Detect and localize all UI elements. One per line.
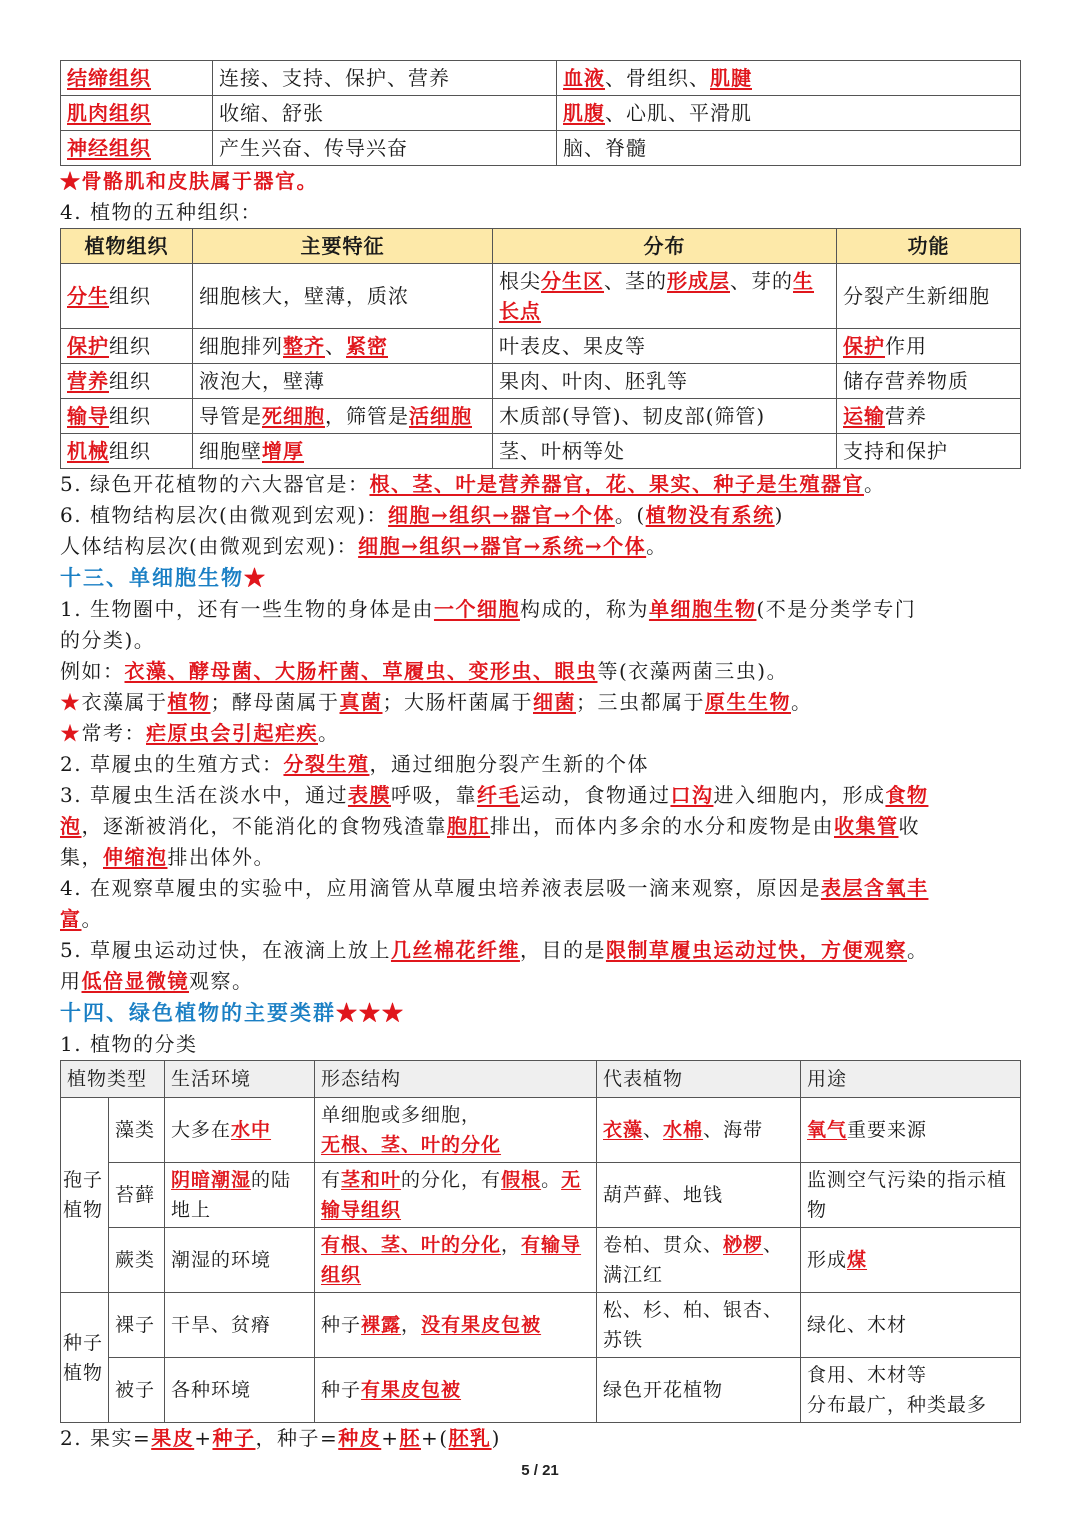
paragraph: 3. 草履虫生活在淡水中，通过表膜呼吸，靠纤毛运动，食物通过口沟进入细胞内，形成食物 泡，逐渐被消化，不能消化的食物残渣靠胞肛排出，而体内多余的水分和废物是由收集管收 集，伸缩泡排出体外。 [60,783,929,869]
plant-env: 干旱、贫瘠 [165,1293,315,1358]
star-icon: ★ [244,565,267,590]
column-header: 植物组织 [61,229,193,264]
column-header: 分布 [493,229,837,264]
tissue-name: 神经组织 [61,131,213,166]
examples-line: 例如：衣藻、酵母菌、大肠杆菌、草履虫、变形虫、眼虫等(衣藻两菌三虫)。 [60,659,789,683]
plant-env: 大多在水中 [165,1098,315,1163]
column-header: 生活环境 [165,1061,315,1098]
animal-tissue-table [60,60,1021,166]
tissue-name: 分生组织 [61,264,193,329]
tissue-name: 保护组织 [61,329,193,364]
paragraph: 4. 在观察草履虫的实验中，应用滴管从草履虫培养液表层吸一滴来观察，原因是表层含氧丰 富。 [60,876,929,931]
tissue-name: 输导组织 [61,399,193,434]
tissue-function: 储存营养物质 [837,364,1021,399]
table-row [61,399,1021,434]
plant-type: 苔藓 [109,1163,165,1228]
tissue-feature: 导管是死细胞，筛管是活细胞 [193,399,493,434]
plant-use: 监测空气污染的指示植物 [801,1163,1021,1228]
plant-rep: 葫芦藓、地钱 [597,1163,801,1228]
tissue-name: 营养组织 [61,364,193,399]
common-exam-line: ★常考：疟原虫会引起疟疾。 [60,721,340,745]
plant-form: 种子有果皮包被 [315,1358,597,1423]
tissue-function: 连接、支持、保护、营养 [213,61,557,96]
table-row [61,1163,1021,1228]
table-row [61,131,1021,166]
fruit-line: 2. 果实=果皮+种子，种子=种皮+胚+(胚乳) [60,1426,501,1450]
plant-form: 有茎和叶的分化，有假根。无输导组织 [315,1163,597,1228]
plant-levels-line: 6. 植物结构层次(由微观到宏观)：细胞→组织→器官→个体。(植物没有系统) [60,503,784,527]
table-row [61,96,1021,131]
paragraph: 2. 草履虫的生殖方式：分裂生殖，通过细胞分裂产生新的个体 [60,752,649,776]
tissue-feature: 液泡大，壁薄 [193,364,493,399]
tissue-examples: 血液、骨组织、肌腱 [557,61,1021,96]
plant-type: 被子 [109,1358,165,1423]
human-levels-line: 人体结构层次(由微观到宏观)：细胞→组织→器官→系统→个体。 [60,534,668,558]
plant-type: 藻类 [109,1098,165,1163]
star-icon: ★★★ [336,1000,405,1025]
classification-line: ★衣藻属于植物；酵母菌属于真菌；大肠杆菌属于细菌；三虫都属于原生生物。 [60,690,813,714]
tissue-function: 保护作用 [837,329,1021,364]
table-row [61,1098,1021,1163]
plant-form: 单细胞或多细胞， 无根、茎、叶的分化 [315,1098,597,1163]
table-header-row [61,1061,1021,1098]
tissue-distribution: 果肉、叶肉、胚乳等 [493,364,837,399]
tissue-feature: 细胞排列整齐、紧密 [193,329,493,364]
table-row [61,434,1021,469]
plant-classification-table [60,1060,1021,1423]
group-label: 种子植物 [61,1293,109,1423]
section-heading-14: 十四、绿色植物的主要类群★★★ [60,1000,405,1025]
column-header: 用途 [801,1061,1021,1098]
plant-use: 食用、木材等 分布最广，种类最多 [801,1358,1021,1423]
tissue-distribution: 茎、叶柄等处 [493,434,837,469]
tissue-name: 结缔组织 [61,61,213,96]
paragraph: 1. 生物圈中，还有一些生物的身体是由一个细胞构成的，称为单细胞生物(不是分类学专门 的分类)。 [60,597,917,652]
tissue-examples: 肌腹、心肌、平滑肌 [557,96,1021,131]
tissue-name: 机械组织 [61,434,193,469]
plant-rep: 绿色开花植物 [597,1358,801,1423]
column-header: 代表植物 [597,1061,801,1098]
page-number: 5 / 21 [521,1462,559,1479]
plant-type: 蕨类 [109,1228,165,1293]
plant-rep: 卷柏、贯众、桫椤、满江红 [597,1228,801,1293]
plant-tissue-table [60,228,1021,469]
group-label: 孢子植物 [61,1098,109,1293]
section-heading-13: 十三、单细胞生物★ [60,565,267,590]
column-header: 形态结构 [315,1061,597,1098]
tissue-function: 产生兴奋、传导兴奋 [213,131,557,166]
plant-form: 种子裸露，没有果皮包被 [315,1293,597,1358]
plant-tissue-title: 4. 植物的五种组织： [60,200,262,224]
column-header: 植物类型 [61,1061,165,1098]
tissue-function: 运输营养 [837,399,1021,434]
table-row [61,264,1021,329]
plant-rep: 衣藻、水棉、海带 [597,1098,801,1163]
tissue-distribution: 木质部(导管)、韧皮部(筛管) [493,399,837,434]
classify-title: 1. 植物的分类 [60,1032,198,1056]
tissue-function: 分裂产生新细胞 [837,264,1021,329]
document-page [60,60,1020,1454]
table-row [61,329,1021,364]
tissue-function: 收缩、舒张 [213,96,557,131]
tissue-feature: 细胞壁增厚 [193,434,493,469]
plant-type: 裸子 [109,1293,165,1358]
table-row [61,1228,1021,1293]
plant-env: 潮湿的环境 [165,1228,315,1293]
plant-rep: 松、杉、柏、银杏、苏铁 [597,1293,801,1358]
plant-use: 绿化、木材 [801,1293,1021,1358]
table-row [61,61,1021,96]
table-row [61,1293,1021,1358]
table-row [61,364,1021,399]
plant-use: 形成煤 [801,1228,1021,1293]
tissue-examples: 脑、脊髓 [557,131,1021,166]
paragraph: 5. 草履虫运动过快，在液滴上放上几丝棉花纤维，目的是限制草履虫运动过快，方便观察。 用低倍显微镜观察。 [60,938,929,993]
organs-line: 5. 绿色开花植物的六大器官是：根、茎、叶是营养器官，花、果实、种子是生殖器官。 [60,472,886,496]
column-header: 主要特征 [193,229,493,264]
plant-env: 阴暗潮湿的陆地上 [165,1163,315,1228]
tissue-name: 肌肉组织 [61,96,213,131]
table-row [61,1358,1021,1423]
tissue-distribution: 叶表皮、果皮等 [493,329,837,364]
tissue-feature: 细胞核大，壁薄，质浓 [193,264,493,329]
table-header-row [61,229,1021,264]
tissue-distribution: 根尖分生区、茎的形成层、芽的生长点 [493,264,837,329]
tissue-function: 支持和保护 [837,434,1021,469]
column-header: 功能 [837,229,1021,264]
organ-note: ★骨骼肌和皮肤属于器官。 [60,169,318,193]
plant-form: 有根、茎、叶的分化，有输导组织 [315,1228,597,1293]
plant-env: 各种环境 [165,1358,315,1423]
plant-use: 氧气重要来源 [801,1098,1021,1163]
